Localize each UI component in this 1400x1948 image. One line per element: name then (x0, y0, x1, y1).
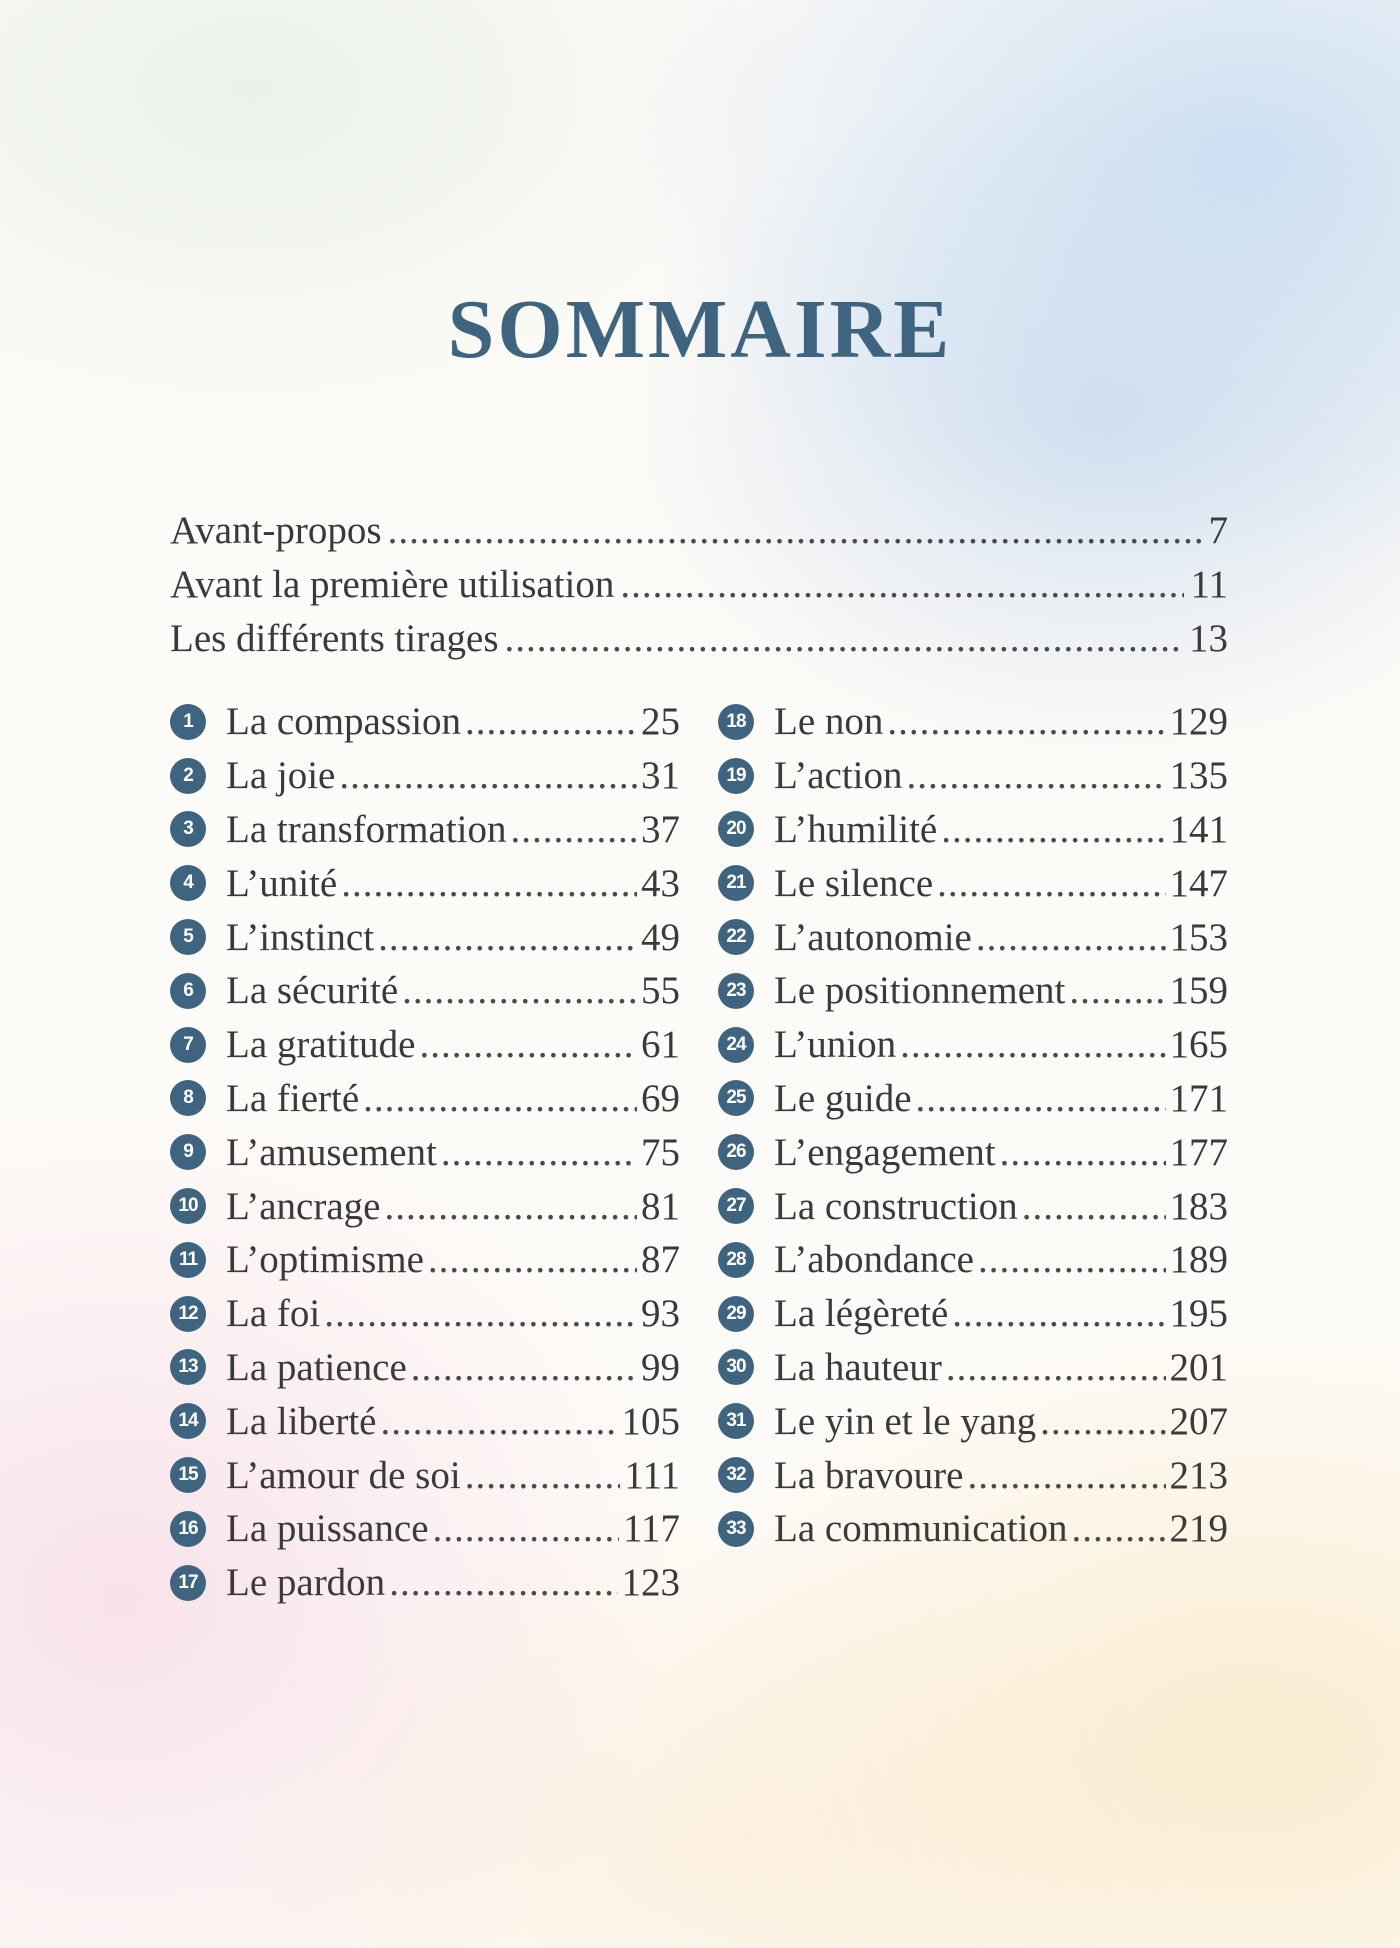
leader-dots (510, 807, 637, 852)
chapter-number-badge: 14 (170, 1403, 206, 1439)
leader-dots (937, 861, 1165, 906)
chapter-page: 61 (641, 1023, 680, 1067)
chapter-label: L’autonomie (774, 915, 972, 959)
chapter-entry[interactable] (170, 749, 680, 803)
intro-section (170, 508, 1228, 670)
chapter-page: 213 (1169, 1453, 1228, 1497)
chapter-label: Le guide (774, 1076, 912, 1120)
chapters-column-left (170, 695, 680, 1610)
chapter-page: 177 (1169, 1130, 1228, 1174)
chapter-page: 207 (1169, 1399, 1228, 1443)
chapter-label: La fierté (226, 1076, 360, 1120)
chapter-entry[interactable] (170, 1502, 680, 1556)
chapter-entry[interactable] (718, 695, 1228, 749)
chapter-entry[interactable] (718, 749, 1228, 803)
leader-dots (505, 616, 1184, 661)
chapter-entry[interactable] (170, 695, 680, 749)
chapter-label: L’amour de soi (226, 1453, 461, 1497)
chapter-entry[interactable] (718, 856, 1228, 910)
chapter-entry[interactable] (170, 803, 680, 857)
leader-dots (339, 753, 637, 798)
chapter-page: 37 (641, 807, 680, 851)
chapter-entry[interactable] (718, 1018, 1228, 1072)
chapter-page: 195 (1169, 1292, 1228, 1336)
chapter-label: Le non (774, 700, 884, 744)
chapter-number-badge: 23 (718, 973, 754, 1009)
leader-dots (1000, 1130, 1166, 1175)
leader-dots (1040, 1399, 1165, 1444)
chapter-number-badge: 33 (718, 1511, 754, 1547)
chapter-page: 25 (641, 700, 680, 744)
chapter-page: 189 (1169, 1238, 1228, 1282)
chapter-label: La compassion (226, 700, 462, 744)
chapter-number-badge: 29 (718, 1296, 754, 1332)
chapter-page: 153 (1169, 915, 1228, 959)
chapter-page: 135 (1169, 754, 1228, 798)
leader-dots (363, 1076, 637, 1121)
chapter-entry[interactable] (718, 803, 1228, 857)
chapter-number-badge: 10 (170, 1188, 206, 1224)
leader-dots (341, 861, 637, 906)
chapter-label: L’union (774, 1023, 897, 1067)
chapter-page: 159 (1169, 969, 1228, 1013)
chapter-entry[interactable] (170, 910, 680, 964)
chapter-entry[interactable] (170, 1233, 680, 1287)
chapter-entry[interactable] (170, 1018, 680, 1072)
chapter-number-badge: 20 (718, 811, 754, 847)
chapter-page: 43 (641, 861, 680, 905)
chapter-page: 165 (1169, 1023, 1228, 1067)
chapter-entry[interactable] (718, 1072, 1228, 1126)
chapter-page: 87 (641, 1238, 680, 1282)
chapter-entry[interactable] (718, 1341, 1228, 1395)
chapter-entry[interactable] (718, 1394, 1228, 1448)
chapter-entry[interactable] (170, 1448, 680, 1502)
chapter-label: La sécurité (226, 969, 399, 1013)
chapter-number-badge: 1 (170, 704, 206, 740)
chapter-page: 69 (641, 1076, 680, 1120)
chapter-label: La hauteur (774, 1345, 942, 1389)
chapter-label: La joie (226, 754, 336, 798)
leader-dots (976, 915, 1166, 960)
chapter-page: 219 (1169, 1507, 1228, 1551)
chapter-entry[interactable] (718, 964, 1228, 1018)
leader-dots (411, 1345, 637, 1390)
chapter-number-badge: 19 (718, 758, 754, 794)
chapter-entry[interactable] (170, 1179, 680, 1233)
chapter-label: La liberté (226, 1399, 377, 1443)
toc-entry[interactable] (170, 616, 1228, 670)
chapter-label: L’abondance (774, 1238, 974, 1282)
chapter-number-badge: 5 (170, 919, 206, 955)
chapter-page: 117 (622, 1507, 680, 1551)
leader-dots (907, 753, 1166, 798)
chapter-label: La construction (774, 1184, 1018, 1228)
chapter-number-badge: 13 (170, 1349, 206, 1385)
chapter-label: La communication (774, 1507, 1068, 1551)
chapter-page: 201 (1169, 1345, 1228, 1389)
chapter-label: L’engagement (774, 1130, 996, 1174)
chapter-label: L’instinct (226, 915, 375, 959)
chapter-number-badge: 31 (718, 1403, 754, 1439)
leader-dots (620, 562, 1184, 607)
chapter-label: L’optimisme (226, 1238, 424, 1282)
chapter-number-badge: 12 (170, 1296, 206, 1332)
chapter-number-badge: 17 (170, 1565, 206, 1601)
leader-dots (381, 1399, 618, 1444)
leader-dots (388, 508, 1203, 553)
chapter-entry[interactable] (718, 1448, 1228, 1502)
leader-dots (465, 699, 637, 744)
chapter-label: Le positionnement (774, 969, 1066, 1013)
chapter-label: La foi (226, 1292, 321, 1336)
chapter-page: 93 (641, 1292, 680, 1336)
chapter-number-badge: 27 (718, 1188, 754, 1224)
chapter-label: L’action (774, 754, 903, 798)
chapter-label: L’amusement (226, 1130, 437, 1174)
chapter-label: La gratitude (226, 1023, 416, 1067)
leader-dots (384, 1184, 637, 1229)
leader-dots (433, 1506, 619, 1551)
toc-entry-label: Avant-propos (170, 509, 382, 552)
chapter-entry[interactable] (718, 1125, 1228, 1179)
leader-dots (978, 1237, 1166, 1282)
chapters-section (170, 695, 1228, 1610)
chapter-label: La patience (226, 1345, 407, 1389)
chapter-label: Le pardon (226, 1561, 386, 1605)
chapter-page: 183 (1169, 1184, 1228, 1228)
chapter-label: L’humilité (774, 807, 938, 851)
chapter-number-badge: 4 (170, 865, 206, 901)
chapter-entry[interactable] (170, 1394, 680, 1448)
chapter-entry[interactable] (170, 1287, 680, 1341)
chapter-number-badge: 30 (718, 1349, 754, 1385)
leader-dots (941, 807, 1165, 852)
chapter-entry[interactable] (718, 1287, 1228, 1341)
chapter-entry[interactable] (170, 856, 680, 910)
leader-dots (402, 968, 637, 1013)
chapter-page: 111 (624, 1453, 680, 1497)
chapter-number-badge: 6 (170, 973, 206, 1009)
chapter-page: 141 (1169, 807, 1228, 851)
chapter-page: 81 (641, 1184, 680, 1228)
leader-dots (1022, 1184, 1166, 1229)
chapter-number-badge: 7 (170, 1027, 206, 1063)
page-title: SOMMAIRE (447, 283, 953, 377)
leader-dots (916, 1076, 1166, 1121)
chapter-number-badge: 22 (718, 919, 754, 955)
chapter-number-badge: 28 (718, 1242, 754, 1278)
chapter-page: 105 (621, 1399, 680, 1443)
chapter-entry[interactable] (170, 1556, 680, 1610)
leader-dots (465, 1453, 621, 1498)
chapter-number-badge: 15 (170, 1457, 206, 1493)
chapter-entry[interactable] (170, 1072, 680, 1126)
chapter-label: L’unité (226, 861, 338, 905)
chapter-number-badge: 16 (170, 1511, 206, 1547)
leader-dots (887, 699, 1165, 744)
chapter-number-badge: 9 (170, 1134, 206, 1170)
chapter-number-badge: 25 (718, 1080, 754, 1116)
leader-dots (378, 915, 637, 960)
chapter-number-badge: 3 (170, 811, 206, 847)
chapter-number-badge: 26 (718, 1134, 754, 1170)
chapter-label: Le silence (774, 861, 934, 905)
leader-dots (967, 1453, 1165, 1498)
chapter-number-badge: 18 (718, 704, 754, 740)
toc-entry-page: 13 (1189, 617, 1228, 660)
toc-entry-page: 11 (1190, 563, 1228, 606)
toc-entry[interactable] (170, 508, 1228, 562)
leader-dots (428, 1237, 637, 1282)
leader-dots (441, 1130, 637, 1175)
chapter-page: 129 (1169, 700, 1228, 744)
chapter-number-badge: 24 (718, 1027, 754, 1063)
leader-dots (420, 1022, 638, 1067)
chapter-page: 171 (1169, 1076, 1228, 1120)
chapter-number-badge: 21 (718, 865, 754, 901)
leader-dots (389, 1560, 617, 1605)
chapter-number-badge: 2 (170, 758, 206, 794)
chapters-column-right (718, 695, 1228, 1610)
toc-entry-page: 7 (1208, 509, 1228, 552)
chapter-page: 99 (641, 1345, 680, 1389)
chapter-page: 55 (641, 969, 680, 1013)
chapter-page: 147 (1169, 861, 1228, 905)
chapter-label: L’ancrage (226, 1184, 381, 1228)
chapter-page: 31 (641, 754, 680, 798)
toc-entry-label: Avant la première utilisation (170, 563, 615, 606)
chapter-label: La transformation (226, 807, 507, 851)
toc-entry-label: Les différents tirages (170, 617, 499, 660)
leader-dots (1069, 968, 1165, 1013)
chapter-label: La bravoure (774, 1453, 964, 1497)
chapter-number-badge: 11 (170, 1242, 206, 1278)
chapter-label: Le yin et le yang (774, 1399, 1037, 1443)
chapter-entry[interactable] (170, 1125, 680, 1179)
leader-dots (952, 1291, 1165, 1336)
chapter-entry[interactable] (170, 964, 680, 1018)
toc-entry[interactable] (170, 562, 1228, 616)
chapter-page: 75 (641, 1130, 680, 1174)
chapter-label: La légèreté (774, 1292, 949, 1336)
chapter-label: La puissance (226, 1507, 429, 1551)
chapter-entry[interactable] (718, 1233, 1228, 1287)
chapter-number-badge: 8 (170, 1080, 206, 1116)
leader-dots (900, 1022, 1165, 1067)
chapter-page: 49 (641, 915, 680, 959)
leader-dots (1072, 1506, 1166, 1551)
chapter-entry[interactable] (170, 1341, 680, 1395)
chapter-entry[interactable] (718, 910, 1228, 964)
leader-dots (324, 1291, 637, 1336)
chapter-page: 123 (621, 1561, 680, 1605)
chapter-entry[interactable] (718, 1179, 1228, 1233)
chapter-number-badge: 32 (718, 1457, 754, 1493)
chapter-entry[interactable] (718, 1502, 1228, 1556)
leader-dots (946, 1345, 1166, 1390)
